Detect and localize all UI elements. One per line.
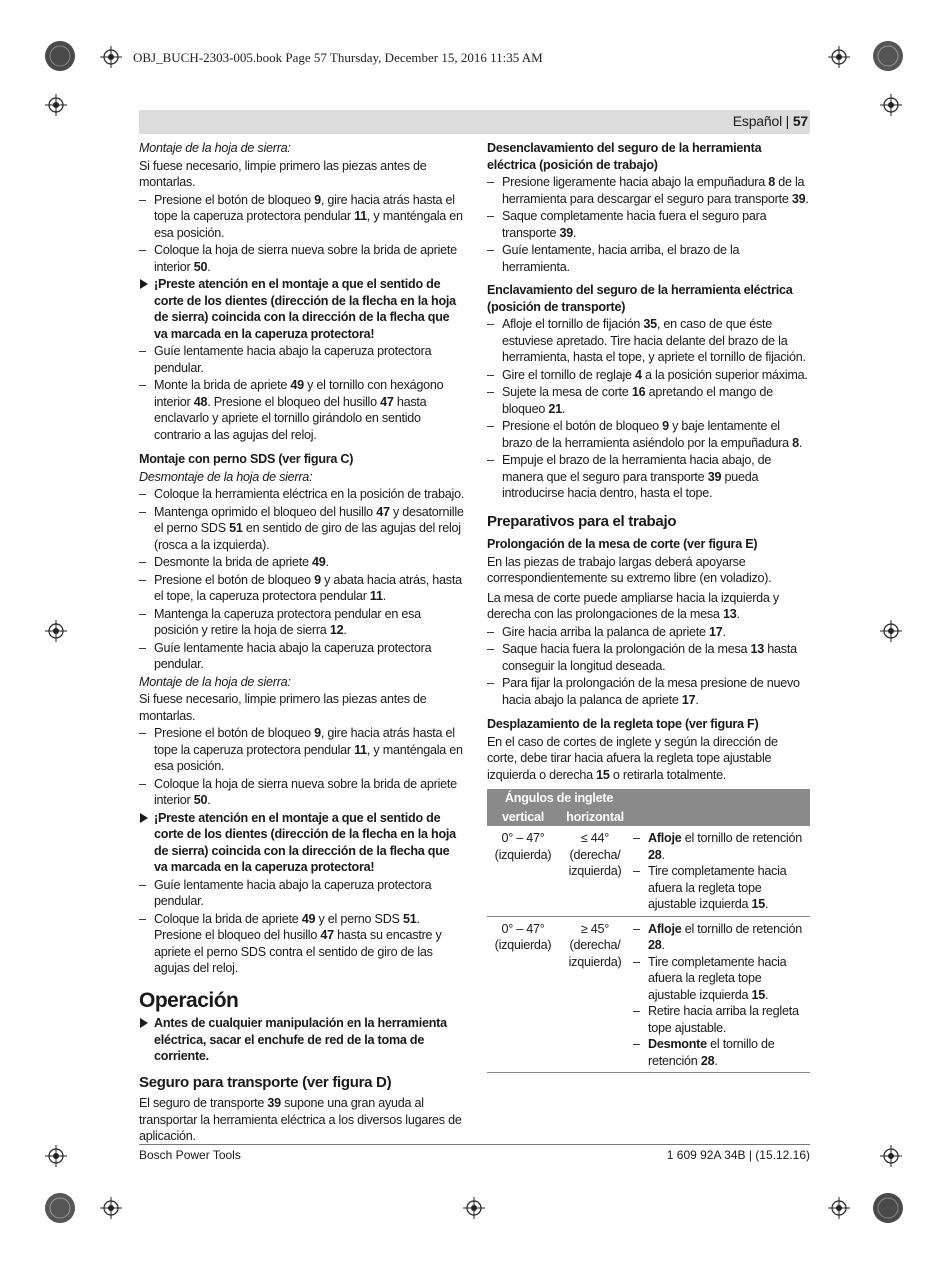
list-item: – Guíe lentamente hacia abajo la caperuza protectora pendular. — [139, 640, 465, 673]
section-subtitle: Montaje de la hoja de sierra: — [139, 674, 291, 689]
warning-item: ¡Preste atención en el montaje a que el sentido de corte de los dientes (dirección de la flecha en la hoja de sierra) coincida con la dirección de la flecha que va marcada en la caperuza protectora! — [139, 810, 465, 876]
print-info-line: OBJ_BUCH-2303-005.book Page 57 Thursday, December 15, 2016 11:35 AM — [133, 50, 543, 65]
registration-mark-icon — [880, 620, 902, 642]
list-item: – Mantenga la caperuza protectora pendular en esa posición y retire la hoja de sierra 12. — [139, 606, 465, 639]
table-cell: 0° – 47° (izquierda) — [487, 826, 559, 916]
paragraph: La mesa de corte puede ampliarse hacia la izquierda y derecha con las prolongaciones de la mesa 13. — [487, 590, 779, 621]
table-header-horizontal: horizontal — [559, 808, 631, 827]
registration-mark-icon — [828, 1197, 850, 1219]
list-item: – Mantenga oprimido el bloqueo del husillo 47 y desatornille el perno SDS 51 en sentido de giro de las agujas del reloj (rosca a la izquierda). — [139, 504, 465, 554]
warning-item: ¡Preste atención en el montaje a que el sentido de corte de los dientes (dirección de la flecha en la hoja de sierra) coincida con la dirección de la flecha que va marcada en la caperuza protectora! — [139, 276, 465, 342]
registration-mark-icon — [45, 620, 67, 642]
header-language: Español — [732, 113, 782, 129]
page-header: Español | 57 — [732, 113, 808, 129]
list-item: – Saque hacia fuera la prolongación de la mesa 13 hasta conseguir la longitud deseada. — [487, 641, 810, 674]
table-cell — [631, 916, 810, 1073]
table-header-vertical: vertical — [487, 808, 559, 827]
paragraph: Si fuese necesario, limpie primero las piezas antes de montarlas. — [139, 158, 427, 189]
list-item: – Presione el botón de bloqueo 9 y baje lentamente el brazo de la herramienta asiéndolo por la empuñadura 8. — [487, 418, 810, 451]
paragraph: En el caso de cortes de inglete y según la dirección de corte, debe tirar hacia afuera la regleta tope ajustable izquierda o derecha 15 o retirarla totalmente. — [487, 734, 778, 782]
table-cell — [631, 826, 810, 916]
table-cell: ≥ 45° (derecha/ izquierda) — [559, 916, 631, 1073]
list-item: – Guíe lentamente hacia abajo la caperuza protectora pendular. — [139, 343, 465, 376]
warning-triangle-icon — [140, 279, 148, 289]
footer-left: Bosch Power Tools — [139, 1148, 241, 1162]
color-target-icon — [872, 40, 904, 72]
list-item: – Empuje el brazo de la herramienta hacia abajo, de manera que el seguro para transporte 39 pueda introducirse hacia dentro, hasta el tope. — [487, 452, 810, 502]
registration-mark-icon — [45, 1145, 67, 1167]
section-heading: Montaje con perno SDS (ver figura C) — [139, 452, 354, 466]
paragraph: En las piezas de trabajo largas deberá apoyarse correspondientemente su extremo libre (en voladizo). — [487, 554, 772, 585]
section-heading: Desenclavamiento del seguro de la herramienta eléctrica (posición de trabajo) — [487, 141, 762, 172]
paragraph: El seguro de transporte 39 supone una gran ayuda al transportar la herramienta eléctrica a los diversos lugares de aplicación. — [139, 1096, 462, 1143]
list-item: – Saque completamente hacia fuera el seguro para transporte 39. — [487, 208, 810, 241]
registration-mark-icon — [828, 46, 850, 68]
section-title-operation: Operación — [139, 988, 239, 1012]
list-item: – Retire hacia arriba la regleta tope ajustable. — [633, 1003, 808, 1036]
list-item: – Monte la brida de apriete 49 y el tornillo con hexágono interior 48. Presione el bloqueo del husillo 47 hasta enclavarlo y apriete el tornillo girándolo en sentido contrario a las agujas del reloj. — [139, 377, 465, 443]
registration-mark-icon — [880, 1145, 902, 1167]
warning-triangle-icon — [140, 813, 148, 823]
list-item: – Gire hacia arriba la palanca de apriete 17. — [487, 624, 810, 641]
footer-rule — [139, 1144, 810, 1145]
section-heading: Desplazamiento de la regleta tope (ver figura F) — [487, 717, 759, 731]
header-band — [139, 110, 810, 134]
section-heading-preparation: Preparativos para el trabajo — [487, 512, 677, 530]
table-row — [487, 916, 810, 1073]
list-item: – Presione el botón de bloqueo 9, gire hacia atrás hasta el tope la caperuza protectora pendular 11, y manténgala en esa posición. — [139, 725, 465, 775]
list-item: – Tire completamente hacia afuera la regleta tope ajustable izquierda 15. — [633, 863, 808, 913]
list-item: – Guíe lentamente, hacia arriba, el brazo de la herramienta. — [487, 242, 810, 275]
list-item: – Guíe lentamente hacia abajo la caperuza protectora pendular. — [139, 877, 465, 910]
list-item: – Para fijar la prolongación de la mesa presione de nuevo hacia abajo la palanca de apriete 17. — [487, 675, 810, 708]
left-column — [139, 140, 465, 1146]
section-heading-transport: Seguro para transporte (ver figura D) — [139, 1073, 392, 1091]
table-cell: ≤ 44° (derecha/ izquierda) — [559, 826, 631, 916]
table-header-empty — [631, 789, 810, 826]
registration-mark-icon — [100, 1197, 122, 1219]
list-item: – Presione el botón de bloqueo 9 y abata hacia atrás, hasta el tope, la caperuza protectora pendular 11. — [139, 572, 465, 605]
section-subtitle: Montaje de la hoja de sierra: — [139, 141, 291, 155]
right-column — [487, 140, 810, 1073]
paragraph: Si fuese necesario, limpie primero las piezas antes de montarlas. — [139, 692, 427, 723]
registration-mark-icon — [463, 1197, 485, 1219]
list-item: – Afloje el tornillo de retención 28. — [633, 830, 808, 863]
list-item: – Tire completamente hacia afuera la regleta tope ajustable izquierda 15. — [633, 954, 808, 1004]
list-item: – Coloque la brida de apriete 49 y el perno SDS 51. Presione el bloqueo del husillo 47 hasta su encastre y apriete el perno SDS contra el sentido de giro de las agujas del reloj. — [139, 911, 465, 977]
color-target-icon — [44, 40, 76, 72]
list-item: – Coloque la herramienta eléctrica en la posición de trabajo. — [139, 486, 465, 503]
registration-mark-icon — [45, 94, 67, 116]
list-item: – Coloque la hoja de sierra nueva sobre la brida de apriete interior 50. — [139, 776, 465, 809]
warning-triangle-icon — [140, 1018, 148, 1028]
table-cell: 0° – 47° (izquierda) — [487, 916, 559, 1073]
list-item: – Coloque la hoja de sierra nueva sobre la brida de apriete interior 50. — [139, 242, 465, 275]
table-row — [487, 826, 810, 916]
list-item: – Gire el tornillo de reglaje 4 a la posición superior máxima. — [487, 367, 810, 384]
list-item: – Afloje el tornillo de fijación 35, en caso de que éste estuviese apretado. Tire hacia delante del brazo de la herramienta, hasta el tope, y apriete el tornillo de fijación. — [487, 316, 810, 366]
registration-mark-icon — [880, 94, 902, 116]
page-number: 57 — [792, 113, 808, 129]
registration-mark-icon — [100, 46, 122, 68]
list-item: – Afloje el tornillo de retención 28. — [633, 921, 808, 954]
list-item: – Sujete la mesa de corte 16 apretando el mango de bloqueo 21. — [487, 384, 810, 417]
color-target-icon — [44, 1192, 76, 1224]
miter-angle-table — [487, 789, 810, 1073]
list-item: – Desmonte la brida de apriete 49. — [139, 554, 465, 571]
warning-item: Antes de cualquier manipulación en la herramienta eléctrica, sacar el enchufe de red de la toma de corriente. — [139, 1015, 465, 1065]
list-item: – Desmonte el tornillo de retención 28. — [633, 1036, 808, 1069]
footer-right: 1 609 92A 34B | (15.12.16) — [666, 1148, 810, 1162]
list-item: – Presione ligeramente hacia abajo la empuñadura 8 de la herramienta para descargar el seguro para transporte 39. — [487, 174, 810, 207]
table-group-header: Ángulos de inglete — [487, 789, 631, 808]
list-item: – Presione el botón de bloqueo 9, gire hacia atrás hasta el tope la caperuza protectora pendular 11, y manténgala en esa posición. — [139, 192, 465, 242]
section-heading: Enclavamiento del seguro de la herramienta eléctrica (posición de transporte) — [487, 283, 793, 314]
color-target-icon — [872, 1192, 904, 1224]
section-heading: Prolongación de la mesa de corte (ver figura E) — [487, 537, 758, 551]
section-subtitle: Desmontaje de la hoja de sierra: — [139, 469, 313, 484]
